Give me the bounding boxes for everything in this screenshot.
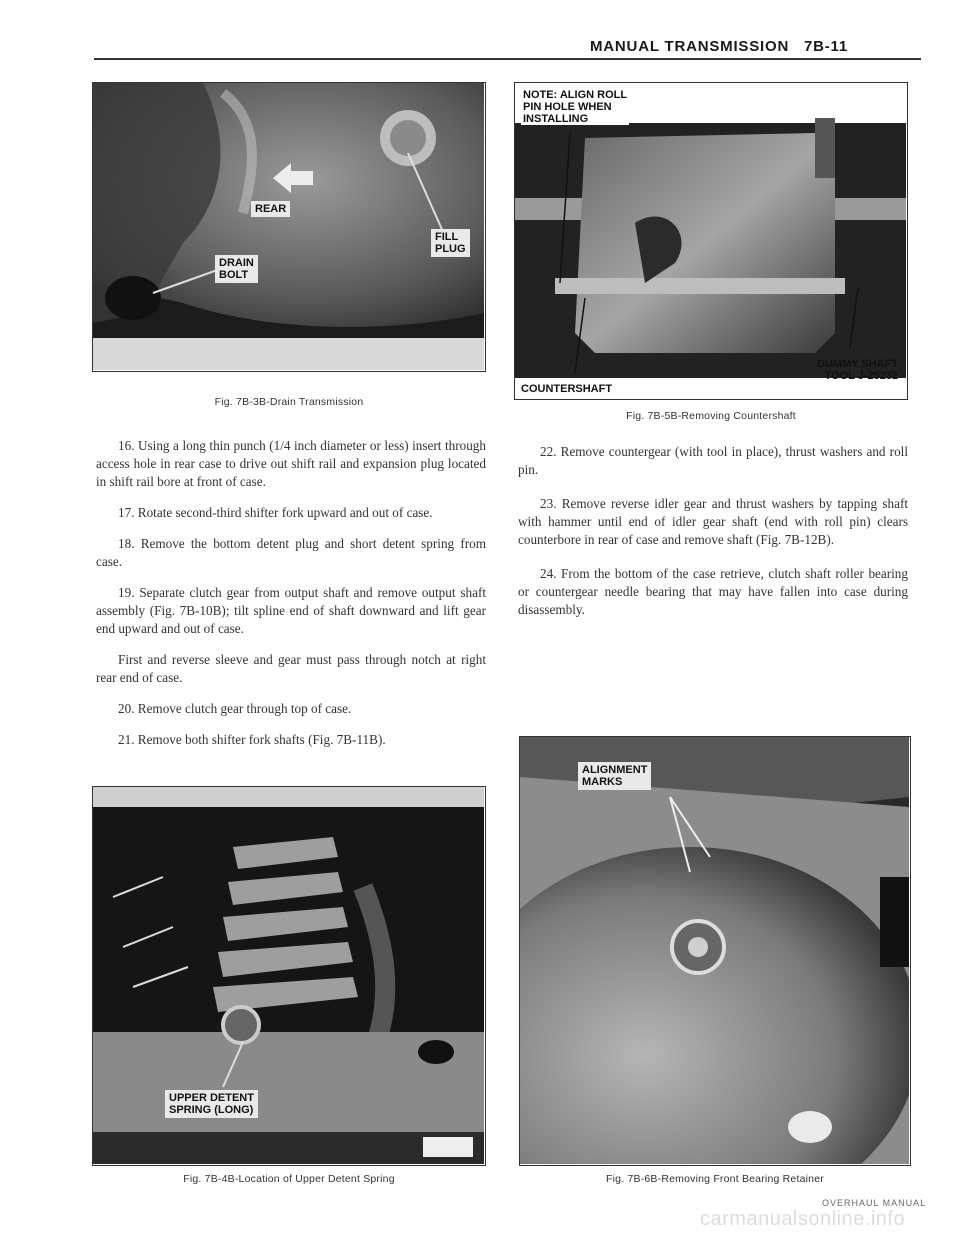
page-header: MANUAL TRANSMISSION 7B-11 xyxy=(590,38,849,55)
step-20: 20. Remove clutch gear through top of case. xyxy=(118,701,352,716)
step-19: 19. Separate clutch gear from output shaft and remove output shaft assembly (Fig. 7B-10B); tilt spline end of shaft downward and lift gear end upward and out of case. xyxy=(96,585,486,636)
caption-fig-6b: Fig. 7B-6B-Removing Front Bearing Retainer xyxy=(606,1173,824,1185)
step-18: 18. Remove the bottom detent plug and short detent spring from case. xyxy=(96,536,486,569)
footer-stamp: OVERHAUL MANUAL xyxy=(822,1198,927,1208)
note-first-reverse-sleeve: First and reverse sleeve and gear must pass through notch at right rear end of case. xyxy=(96,652,486,685)
label-note-align-roll-pin: NOTE: ALIGN ROLL PIN HOLE WHEN INSTALLING xyxy=(523,89,628,125)
label-dummy-shaft-tool: DUMMY SHAFT TOOL J-25232 xyxy=(817,358,899,382)
caption-fig-4b: Fig. 7B-4B-Location of Upper Detent Spring xyxy=(183,1173,395,1185)
caption-fig-5b: Fig. 7B-5B-Removing Countershaft xyxy=(626,410,796,422)
step-23: 23. Remove reverse idler gear and thrust washers by tapping shaft with hammer until end of idler gear shaft (end with roll pin) clears counterbore in rear of case and remove shaft (Fig. 7B-12B). xyxy=(518,496,908,547)
label-countershaft: COUNTERSHAFT xyxy=(521,383,613,395)
header-rule xyxy=(94,58,921,60)
label-alignment-marks: ALIGNMENT MARKS xyxy=(578,762,651,790)
left-column-text xyxy=(96,437,486,762)
step-24: 24. From the bottom of the case retrieve, clutch shaft roller bearing or countergear needle bearing that may have fallen into case during disassembly. xyxy=(518,566,908,617)
countershaft-photo xyxy=(515,83,906,398)
figure-drain-transmission xyxy=(92,82,486,372)
label-upper-detent-spring: UPPER DETENT SPRING (LONG) xyxy=(165,1090,258,1118)
figure-removing-countershaft xyxy=(514,82,908,400)
label-rear: REAR xyxy=(251,201,290,217)
step-21: 21. Remove both shifter fork shafts (Fig. 7B-11B). xyxy=(118,732,386,747)
label-fill-plug: FILL PLUG xyxy=(431,229,470,257)
step-16: 16. Using a long thin punch (1/4 inch diameter or less) insert through access hole in rear case to drive out shift rail and expansion plug located in shift rail bore at front of case. xyxy=(96,438,486,489)
caption-fig-3b: Fig. 7B-3B-Drain Transmission xyxy=(214,396,364,408)
front-bearing-retainer-photo xyxy=(520,737,909,1164)
right-column-text xyxy=(518,443,908,632)
step-22: 22. Remove countergear (with tool in place), thrust washers and roll pin. xyxy=(518,444,908,477)
upper-detent-spring-photo xyxy=(93,787,484,1164)
figure-upper-detent-spring xyxy=(92,786,486,1166)
step-17: 17. Rotate second-third shifter fork upward and out of case. xyxy=(118,505,433,520)
label-drain-bolt: DRAIN BOLT xyxy=(215,255,258,283)
watermark: carmanualsonline.info xyxy=(700,1208,906,1230)
figure-front-bearing-retainer xyxy=(519,736,911,1166)
drain-transmission-photo xyxy=(93,83,484,370)
